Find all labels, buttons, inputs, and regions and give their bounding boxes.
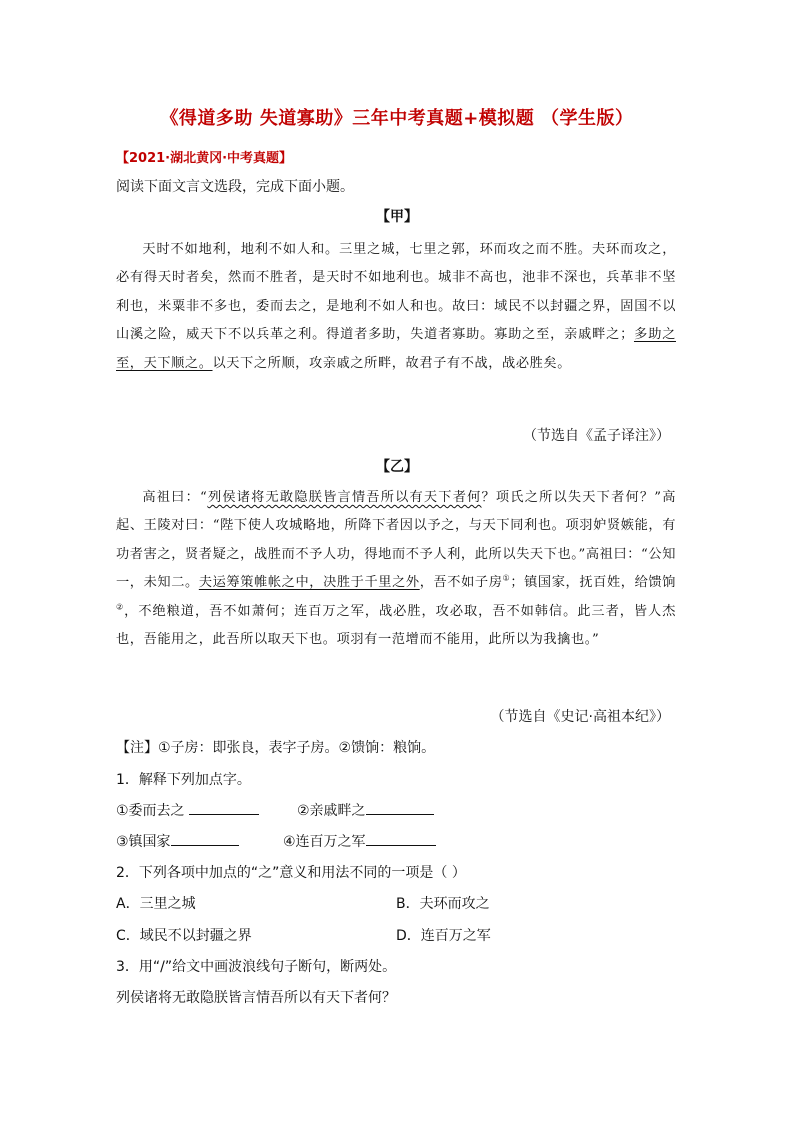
footnotes: 【注】①子房：即张良，表字子房。②馈饷：粮饷。	[116, 740, 436, 756]
passage-jia-underlined: 多助之至，天下顺之。	[116, 327, 676, 371]
answer-blank[interactable]	[366, 802, 434, 815]
passage-yi-paragraph	[116, 484, 676, 654]
q1-item-label: ③镇国家	[116, 834, 171, 850]
answer-blank[interactable]	[366, 833, 436, 846]
passage-yi-text-4: ；镇国家，抚百姓，给馈饷	[510, 575, 676, 591]
answer-blank[interactable]	[171, 833, 239, 846]
passage-yi-text-5: ，不绝粮道，吾不如萧何；连百万之军，战必胜，攻必取，吾不如韩信。此三者，皆人杰也，吾能用之，此吾所以取天下也。项羽有一范增而不能用，此所以为我擒也。”	[116, 603, 676, 648]
answer-blank[interactable]	[189, 802, 259, 815]
q1-item	[297, 800, 434, 820]
q1-item	[116, 800, 259, 820]
page-title: 《得道多助 失道寡助》三年中考真题+模拟题 （学生版）	[160, 108, 634, 129]
q2-option-d[interactable]: D．连百万之军	[396, 928, 491, 944]
passage-yi-heading: 【乙】	[376, 459, 418, 475]
source-tag: 【2021·湖北黄冈·中考真题】	[116, 151, 293, 166]
question-2-stem: 2．下列各项中加点的“之”意义和用法不同的一项是（ ）	[116, 865, 466, 881]
q2-option-c[interactable]: C．域民不以封疆之界	[116, 928, 252, 944]
passage-jia-text-1: 天时不如地利，地利不如人和。三里之城，七里之郭，环而攻之而不胜。夫环而攻之，必有得天时者矣，然而不胜者，是天时不如地利也。城非不高也，池非不深也，兵革非不坚利也，米粟非不多也，委而去之，是地利不如人和也。故曰：域民不以封疆之界，固国不以山溪之险，威天下不以兵革之利。得道者多助，失道者寡助。寡助之至，亲戚畔之；	[116, 242, 676, 343]
passage-yi-text-2: ？项氏之所以失天下者何？”高起、王陵对曰：“陛下使人攻城略地，所降下者因以予之，与天下同利也。项羽妒贤嫉能，有功者害之，贤者疑之，战胜而不予人功，得地而不予人利，此所以失天下也。”高祖曰：“公知一，未知二。	[116, 490, 677, 591]
passage-yi-underlined: 夫运筹策帷帐之中，决胜于千里之外	[198, 575, 420, 591]
q1-item-label: ①委而去之	[116, 803, 185, 819]
passage-yi-text-1: 高祖曰：“	[142, 490, 208, 505]
footnote-marker-1: ①	[502, 573, 511, 583]
q2-option-a[interactable]: A．三里之城	[116, 896, 196, 912]
question-3-sentence: 列侯诸将无敢隐朕皆言情吾所以有天下者何？	[116, 990, 396, 1006]
q1-item	[283, 831, 436, 851]
instruction: 阅读下面文言文选段，完成下面小题。	[116, 179, 354, 195]
passage-jia-paragraph	[116, 236, 676, 378]
q1-item-label: ④连百万之军	[283, 834, 366, 850]
question-3-stem: 3．用“/”给文中画波浪线句子断句，断两处。	[116, 959, 397, 975]
passage-jia-citation: （节选自《孟子译注》）	[523, 428, 670, 444]
passage-yi-text-3: ，吾不如子房	[419, 575, 503, 591]
passage-jia-heading: 【甲】	[376, 209, 418, 225]
q1-item	[116, 831, 239, 851]
question-1-stem: 1．解释下列加点字。	[116, 772, 251, 788]
passage-jia-text-2: 以天下之所顺，攻亲戚之所畔，故君子有不战，战必胜矣。	[212, 355, 571, 371]
passage-yi-citation: （节选自《史记·高祖本纪》）	[490, 709, 670, 725]
passage-jia	[116, 236, 676, 378]
passage-yi	[116, 484, 676, 654]
q2-option-b[interactable]: B．夫环而攻之	[396, 896, 490, 912]
q1-item-label: ②亲戚畔之	[297, 803, 366, 819]
footnote-marker-2: ②	[116, 602, 125, 612]
wavy-underlined-sentence: 列侯诸将无敢隐朕皆言情吾所以有天下者何	[207, 490, 482, 505]
